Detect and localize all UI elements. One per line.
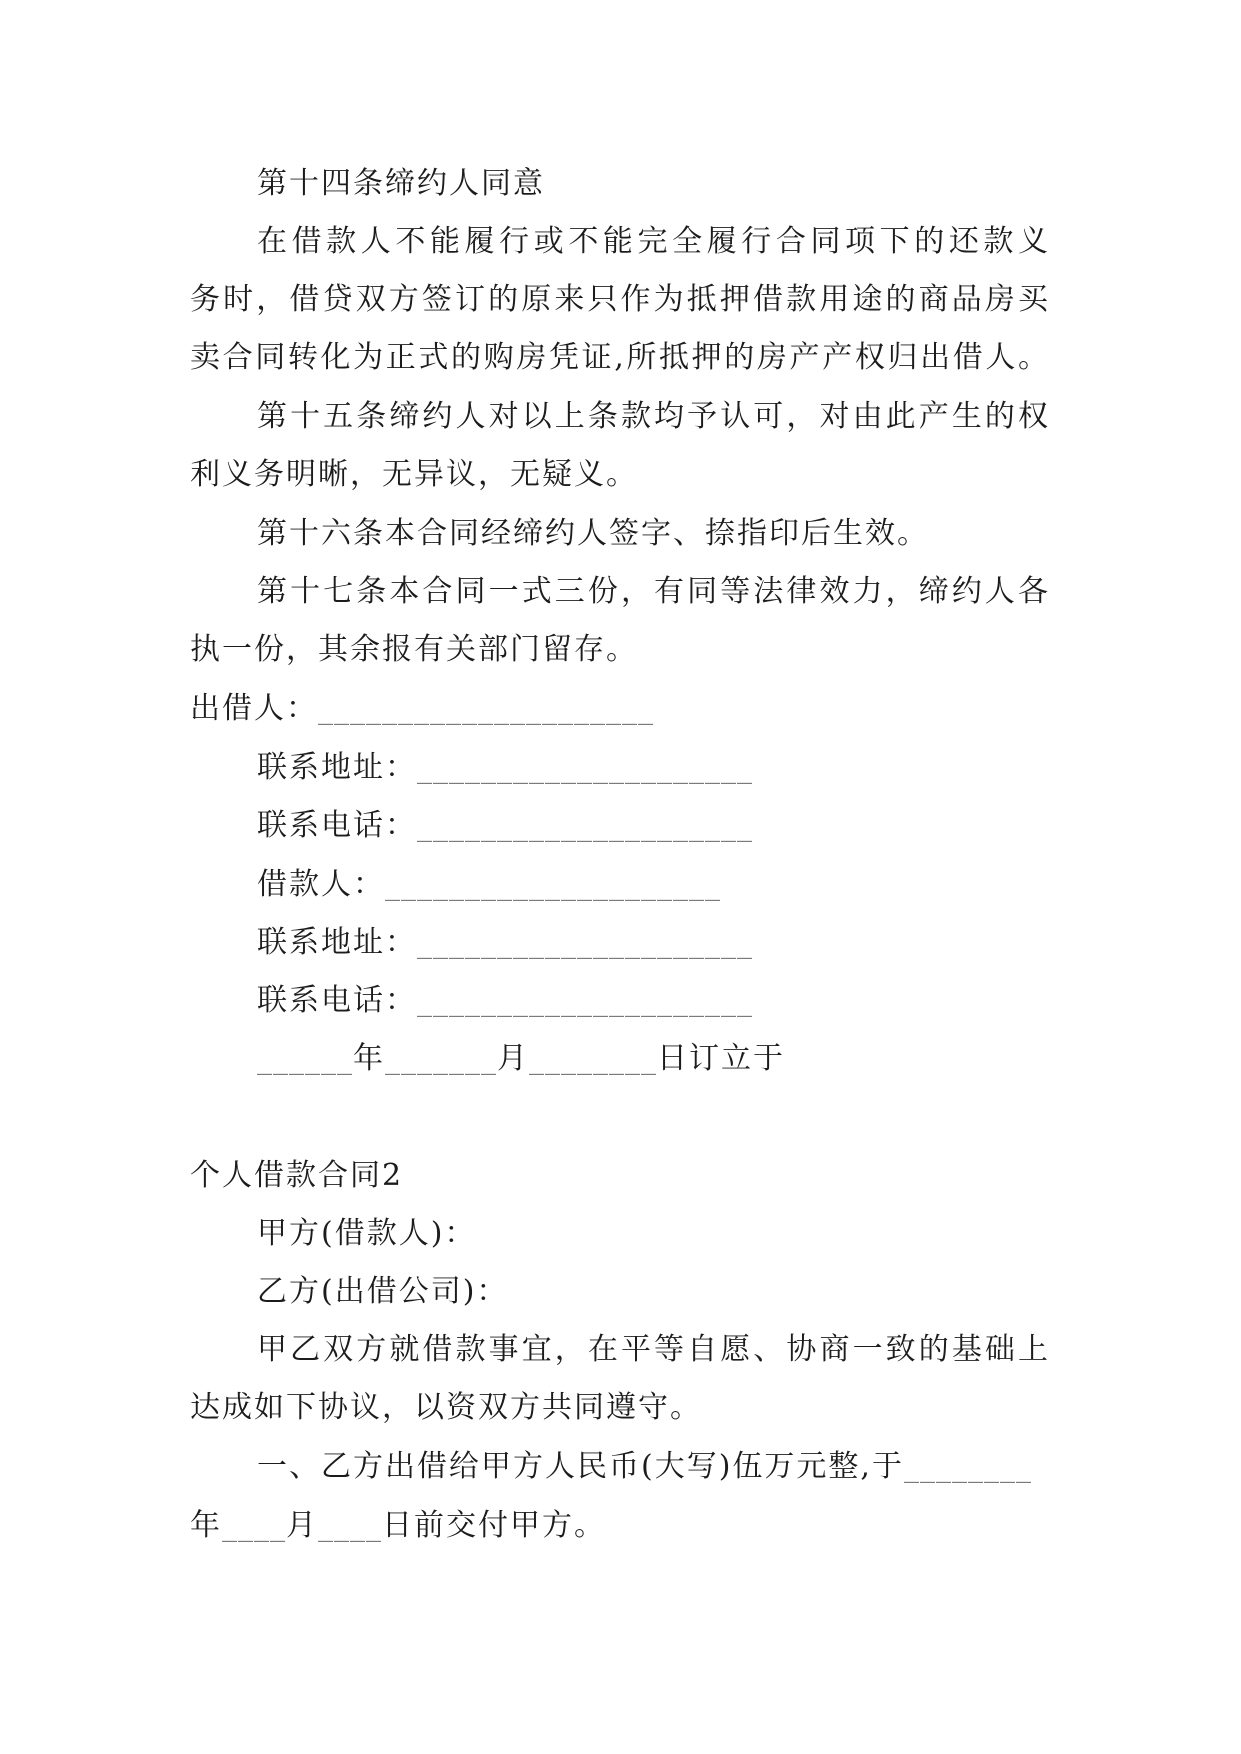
clause16-text: 第十六条本合同经缔约人签字、捺指印后生效。 [257,516,929,551]
borrower-phone-field [257,983,753,1019]
borrower-phone-label: 联系电话： [257,983,417,1018]
borrower-signature-field [257,867,721,903]
borrower-address-label: 联系地址： [257,925,417,960]
lender-label: 出借人： [190,691,318,726]
year-label: 年 [353,1041,385,1076]
clause15-line: 第十五条缔约人对以上条款均予认可，对由此产生的权 [257,399,1050,434]
year-blank: ______ [257,1041,353,1076]
clause17-line: 第十七条本合同一式三份，有同等法律效力，缔约人各 [257,574,1050,609]
lender-address-field [257,750,753,786]
signing-date-line [257,1041,785,1077]
clause15-line: 利义务明晰，无异议，无疑义。 [190,457,638,492]
contract2-title: 个人借款合同2 [190,1158,404,1193]
item1-line [257,1449,1032,1485]
lender-phone-blank: _____________________ [417,808,753,843]
item1-line [190,1508,606,1544]
item1-month-blank: ____ [222,1508,286,1543]
borrower-address-blank: _____________________ [417,925,753,960]
clause14-heading: 第十四条缔约人同意 [257,166,545,201]
clause14-line: 卖合同转化为正式的购房凭证,所抵押的房产产权归出借人。 [190,340,1050,375]
item1-suffix: 日前交付甲方。 [382,1508,606,1543]
lender-phone-label: 联系电话： [257,808,417,843]
item1-month-label: 月 [286,1508,318,1543]
lender-phone-field [257,808,753,844]
date-suffix: 日订立于 [657,1041,785,1076]
lender-address-blank: _____________________ [417,750,753,785]
clause17-line: 执一份，其余报有关部门留存。 [190,632,638,667]
day-blank: ________ [529,1041,657,1076]
clause14-line: 在借款人不能履行或不能完全履行合同项下的还款义 [257,224,1050,259]
month-blank: _______ [385,1041,497,1076]
party-a-label: 甲方(借款人)： [257,1216,477,1251]
borrower-address-field [257,925,753,961]
lender-address-label: 联系地址： [257,750,417,785]
lender-signature-field [190,691,654,727]
item1-day-blank: ____ [318,1508,382,1543]
preamble-line: 甲乙双方就借款事宜，在平等自愿、协商一致的基础上 [257,1332,1050,1367]
borrower-label: 借款人： [257,867,385,902]
item1-year-label: 年 [190,1508,222,1543]
borrower-phone-blank: _____________________ [417,983,753,1018]
borrower-blank: _____________________ [385,867,721,902]
preamble-line: 达成如下协议，以资双方共同遵守。 [190,1390,702,1425]
party-b-label: 乙方(出借公司)： [257,1274,509,1309]
item1-year-blank: ________ [903,1449,1032,1484]
lender-blank: _____________________ [318,691,654,726]
clause14-line: 务时，借贷双方签订的原来只作为抵押借款用途的商品房买 [190,282,1050,317]
item1-text: 一、乙方出借给甲方人民币(大写)伍万元整,于 [257,1449,904,1484]
month-label: 月 [497,1041,529,1076]
